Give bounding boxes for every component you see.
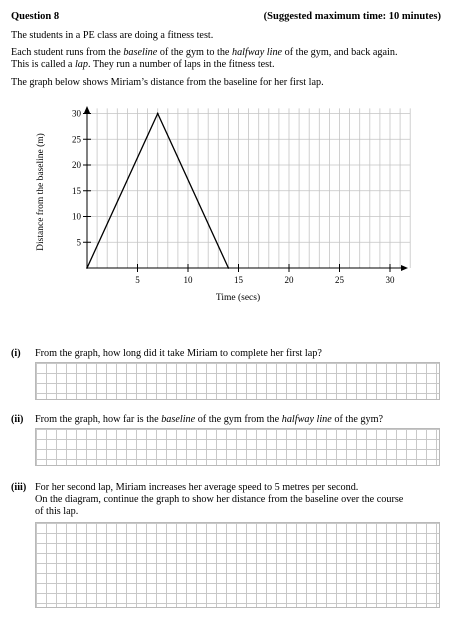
data-point: [157, 113, 159, 115]
x-tick-label: 20: [284, 275, 294, 285]
y-axis-label: Distance from the baseline (m): [36, 133, 46, 251]
x-tick-label: 10: [183, 275, 193, 285]
answer-box-i[interactable]: [35, 362, 440, 400]
text-run: of the gym, and back again.: [282, 47, 398, 58]
answer-box-ii[interactable]: [35, 428, 440, 466]
x-tick-label: 5: [135, 275, 140, 285]
text-run-italic: halfway line: [281, 414, 332, 425]
y-tick-label: 20: [72, 160, 81, 170]
question-number: Question 8: [11, 11, 60, 22]
suggested-time: (Suggested maximum time: 10 minutes): [263, 11, 441, 22]
y-tick-label: 30: [72, 108, 81, 119]
intro-line-1: The students in a PE class are doing a fitness test.: [11, 30, 214, 41]
x-tick-label: 15: [234, 275, 243, 285]
y-axis-arrow: [84, 106, 90, 113]
x-tick-label: 30: [385, 275, 395, 285]
question-i-label: (i): [11, 348, 21, 359]
question-iii-label: (iii): [11, 482, 27, 493]
data-point: [228, 267, 230, 269]
chart-ticks: [72, 109, 395, 286]
question-iii-line-2: On the diagram, continue the graph to show her distance from the baseline over the course: [35, 494, 404, 505]
text-run-italic: baseline: [123, 47, 158, 58]
intro-line-3: [11, 59, 275, 71]
intro-line-4: The graph below shows Miriam’s distance from the baseline for her first lap.: [11, 77, 324, 88]
x-axis-label: Time (secs): [215, 293, 261, 303]
text-run: of the gym to the: [157, 47, 232, 58]
y-tick-label: 10: [72, 211, 81, 222]
answer-box-iii[interactable]: [35, 522, 440, 608]
y-tick-label: 25: [72, 134, 81, 145]
question-ii-label: (ii): [11, 414, 24, 425]
text-run: of the gym from the: [195, 414, 282, 425]
chart-grid: [87, 108, 410, 268]
question-iii-line-3: of this lap.: [35, 506, 79, 517]
intro-line-2: [11, 47, 398, 59]
question-iii-line-1: For her second lap, Miriam increases her average speed to 5 metres per second.: [35, 482, 359, 493]
text-run-italic: halfway line: [231, 47, 283, 58]
x-tick-label: 25: [335, 275, 344, 285]
text-run-italic: lap: [74, 59, 88, 70]
x-axis-arrow: [401, 265, 408, 271]
y-tick-label: 5: [76, 237, 81, 248]
question-ii-text: [35, 414, 383, 426]
text-run: . They run a number of laps in the fitness test.: [87, 59, 275, 70]
text-run: This is called a: [11, 59, 75, 70]
data-point: [86, 267, 88, 269]
question-i-text: From the graph, how long did it take Miriam to complete her first lap?: [35, 348, 322, 359]
text-run: From the graph, how far is the: [35, 414, 162, 425]
text-run-italic: baseline: [161, 414, 196, 425]
distance-time-chart: [0, 100, 449, 310]
text-run: of the gym?: [331, 414, 384, 425]
text-run: Each student runs from the: [11, 47, 124, 58]
y-tick-label: 15: [72, 185, 81, 196]
